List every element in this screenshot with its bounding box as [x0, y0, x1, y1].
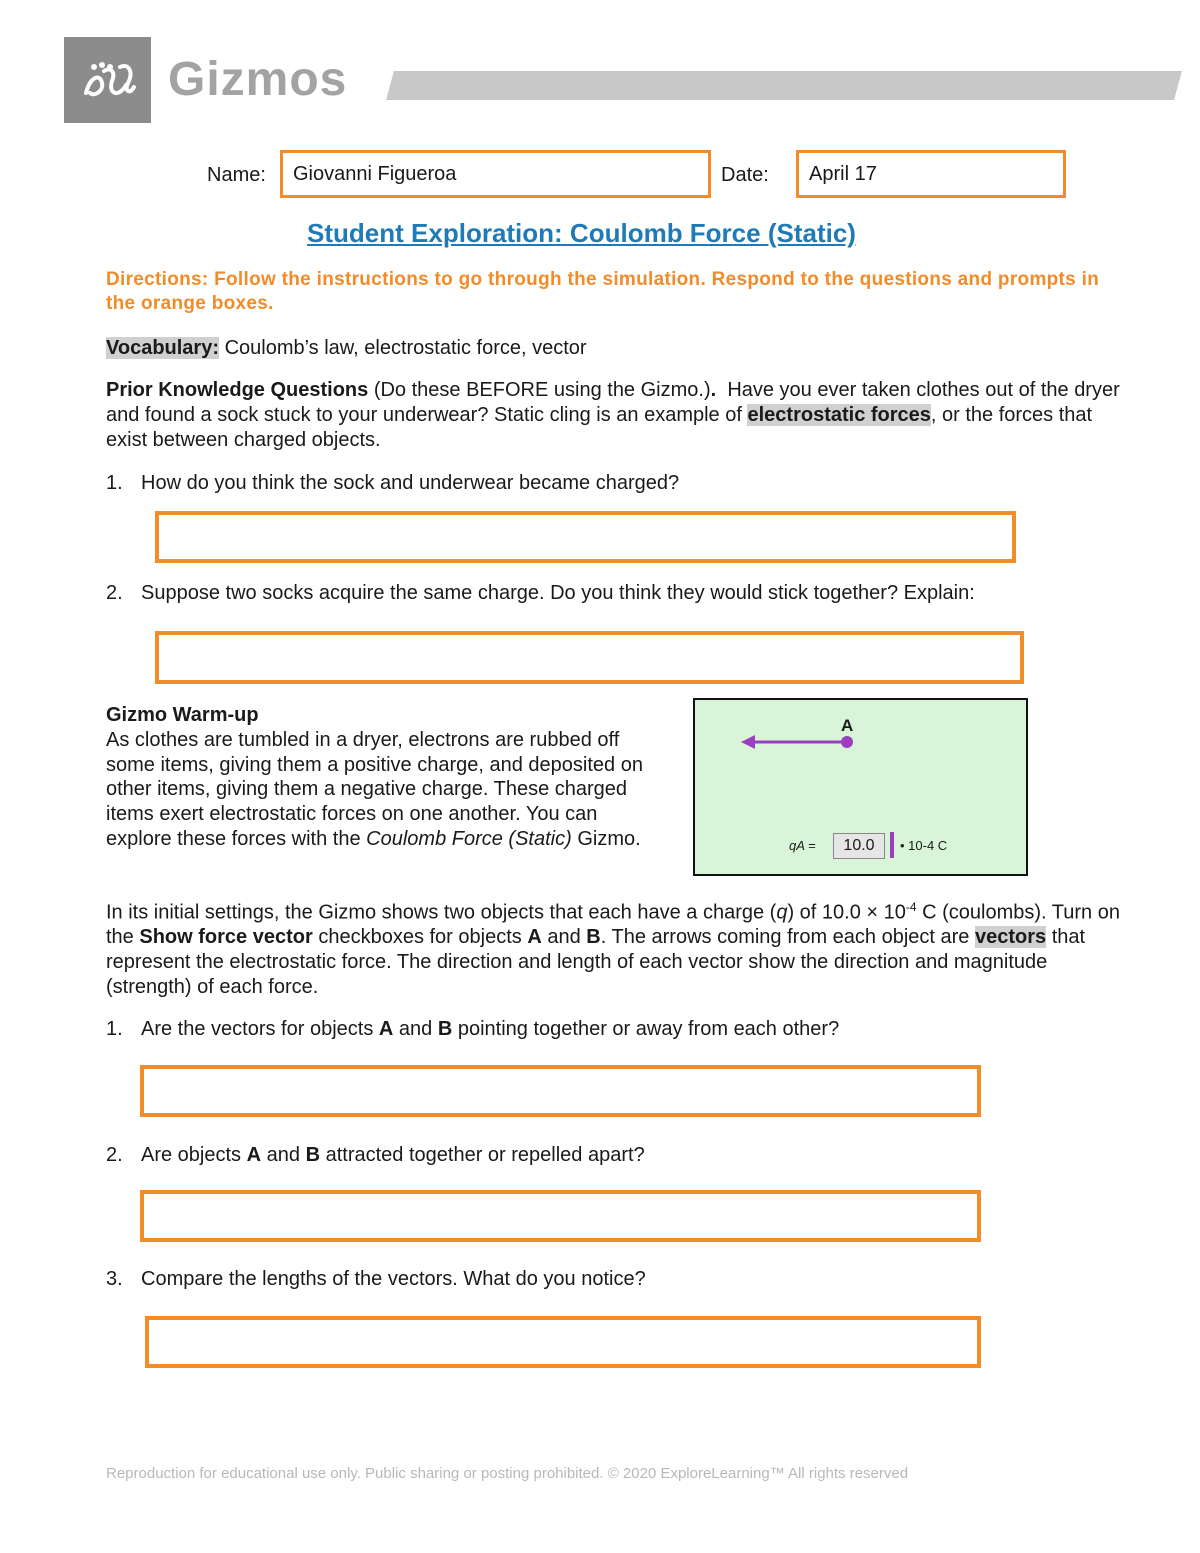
page-title: Student Exploration: Coulomb Force (Static): [307, 218, 856, 248]
question-number: 1.: [106, 1018, 123, 1040]
question-text: and: [266, 1144, 301, 1166]
text: checkboxes for objects: [318, 926, 522, 949]
text: that represent the electrostatic force. The direction and length of each vector show the direction and magnitude (strength) of each force.: [106, 926, 1086, 999]
name-label: Name:: [207, 164, 266, 186]
warmup-heading: Gizmo Warm-up: [106, 704, 259, 726]
name-field[interactable]: Giovanni Figueroa: [280, 150, 711, 198]
question-text: Compare the lengths of the vectors. What do you notice?: [141, 1268, 646, 1290]
charge-label: qA =: [789, 838, 816, 853]
question-text: Are the vectors for objects: [141, 1018, 374, 1040]
object-a: A: [378, 1018, 394, 1040]
force-vector-arrow: [739, 730, 859, 754]
prior-text-2: , or the forces that exist between charged objects.: [106, 404, 1093, 451]
directions: Directions: Follow the instructions to go through the simulation. Respond to the questions and prompts in the orange boxes.: [106, 269, 1100, 314]
object-a: A: [246, 1144, 262, 1166]
charge-unit: • 10-4 C: [900, 838, 948, 853]
question-text: pointing together or away from each other?: [457, 1018, 840, 1040]
gizmo-name: Coulomb Force (Static): [366, 827, 572, 850]
answer-box-warmup-3[interactable]: [145, 1316, 981, 1368]
text: C (coulombs). Turn on the: [106, 901, 1120, 949]
question-text: Are objects: [141, 1144, 242, 1166]
question-text: and: [398, 1018, 433, 1040]
question-text: Suppose two socks acquire the same charge. Do you think they would stick together? Explain:: [141, 582, 975, 604]
question-text: How do you think the sock and underwear became charged?: [141, 472, 680, 494]
date-label: Date:: [721, 164, 769, 186]
question-number: 3.: [106, 1268, 123, 1290]
vectors-term: vectors: [974, 926, 1047, 949]
exponent: -4: [905, 900, 917, 914]
question-number: 2.: [106, 1144, 123, 1166]
header-bar: [386, 71, 1182, 100]
object-a: A: [527, 926, 542, 949]
prior-heading: Prior Knowledge Questions: [106, 379, 369, 401]
warmup-text-a: As clothes are tumbled in a dryer, electrons are rubbed off some items, giving them a positive charge, and deposited on other items, giving them a negative charge. These charged items exert electrostatic forces on one another. You can explore these forces with the: [106, 728, 643, 850]
text: and: [547, 926, 581, 949]
charge-input[interactable]: 10.0: [833, 833, 885, 859]
warmup-text-b: Gizmo.: [577, 827, 641, 850]
question-text: attracted together or repelled apart?: [325, 1144, 645, 1166]
object-b: B: [437, 1018, 453, 1040]
prior-note: (Do these BEFORE using the Gizmo.): [373, 379, 711, 401]
warmup-intro: [106, 703, 666, 852]
brand-name: Gizmos: [168, 53, 348, 106]
vocabulary: [106, 336, 587, 361]
text: . The arrows coming from each object are: [600, 926, 970, 949]
prior-term: electrostatic forces: [747, 404, 931, 426]
prior-question-1: [106, 472, 679, 495]
prior-question-2: [106, 582, 975, 605]
text: q: [776, 901, 788, 924]
answer-box-prior-2[interactable]: [155, 631, 1024, 684]
footer-copyright: Reproduction for educational use only. Public sharing or posting prohibited. © 2020 ExploreLearning™ All rights reserved: [106, 1465, 909, 1482]
warmup-question-1: [106, 1018, 839, 1041]
warmup-question-2: [106, 1144, 645, 1167]
explorelearning-logo-icon: [64, 37, 151, 123]
object-a-label: A: [841, 716, 854, 735]
vocabulary-terms: Coulomb’s law, electrostatic force, vector: [224, 337, 587, 359]
warmup-settings-text: [106, 895, 1131, 1000]
simulation-figure: [693, 698, 1028, 876]
object-b: B: [586, 926, 601, 949]
prior-period: .: [710, 379, 717, 401]
vocabulary-label: Vocabulary:: [106, 337, 219, 359]
answer-box-warmup-1[interactable]: [140, 1065, 981, 1117]
date-field[interactable]: April 17: [796, 150, 1066, 198]
text: ) of 10.0 × 10: [787, 901, 906, 924]
question-number: 2.: [106, 582, 123, 604]
charge-object-a: [841, 736, 853, 748]
warmup-question-3: [106, 1268, 646, 1291]
prior-text-1: Have you ever taken clothes out of the dryer and found a sock stuck to your underwear? Static cling is an example of: [106, 379, 1120, 426]
object-b: B: [305, 1144, 321, 1166]
answer-box-warmup-2[interactable]: [140, 1190, 981, 1242]
logo-badge: [64, 37, 151, 123]
show-force-vector-term: Show force vector: [139, 926, 313, 949]
text: In its initial settings, the Gizmo shows two objects that each have a charge (: [106, 901, 777, 924]
question-number: 1.: [106, 472, 123, 494]
answer-box-prior-1[interactable]: [155, 511, 1016, 563]
charge-slider-handle[interactable]: [890, 832, 894, 858]
prior-knowledge-text: [106, 378, 1126, 453]
